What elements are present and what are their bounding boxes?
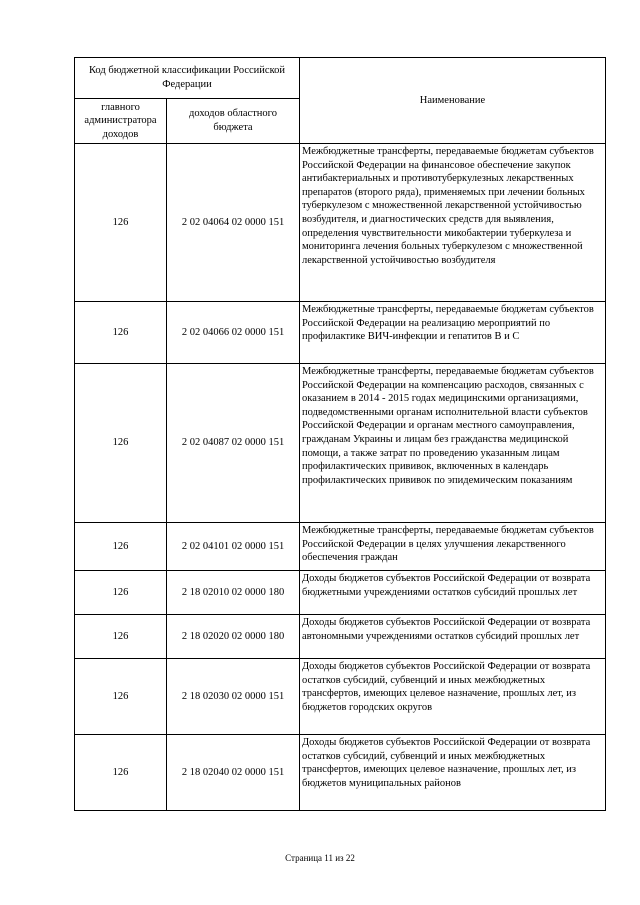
header-admin: главного администратора доходов bbox=[75, 99, 167, 144]
header-code: доходов областного бюджета bbox=[167, 99, 300, 144]
cell-admin: 126 bbox=[75, 659, 167, 735]
cell-name: Межбюджетные трансферты, передаваемые бюджетам субъектов Российской Федерации на компенсацию расходов, связанных с оказанием в 2014 - 2015 годах медицинскими организациями, подведомственными органам исполнительной власти субъектов Российской Федерации и органам местного самоуправления, гражданам Украины и лицам без гражданства медицинской помощи, а также затрат по проведению указанным лицам профилактических прививок, включенных в календарь профилактических прививок по эпидемическим показаниям bbox=[300, 364, 606, 523]
table-row bbox=[75, 735, 606, 811]
cell-code: 2 02 04066 02 0000 151 bbox=[167, 302, 300, 364]
cell-admin: 126 bbox=[75, 364, 167, 523]
cell-admin: 126 bbox=[75, 615, 167, 659]
cell-code: 2 02 04101 02 0000 151 bbox=[167, 523, 300, 571]
cell-code: 2 02 04087 02 0000 151 bbox=[167, 364, 300, 523]
cell-name: Межбюджетные трансферты, передаваемые бюджетам субъектов Российской Федерации в целях улучшения лекарственного обеспечения граждан bbox=[300, 523, 606, 571]
header-name: Наименование bbox=[300, 58, 606, 144]
table-row bbox=[75, 571, 606, 615]
cell-code: 2 02 04064 02 0000 151 bbox=[167, 144, 300, 302]
cell-name: Доходы бюджетов субъектов Российской Федерации от возврата остатков субсидий, субвенций и иных межбюджетных трансфертов, имеющих целевое назначение, прошлых лет, из бюджетов муниципальных районов bbox=[300, 735, 606, 811]
table-row bbox=[75, 659, 606, 735]
cell-name: Доходы бюджетов субъектов Российской Федерации от возврата автономными учреждениями остатков субсидий прошлых лет bbox=[300, 615, 606, 659]
table-row bbox=[75, 144, 606, 302]
table-row bbox=[75, 523, 606, 571]
cell-admin: 126 bbox=[75, 571, 167, 615]
cell-code: 2 18 02010 02 0000 180 bbox=[167, 571, 300, 615]
table-row bbox=[75, 302, 606, 364]
page-number: Страница 11 из 22 bbox=[285, 853, 355, 863]
cell-name: Межбюджетные трансферты, передаваемые бюджетам субъектов Российской Федерации на финансовое обеспечение закупок антибактериальных и противотуберкулезных лекарственных препаратов (второго ряда), применяемых при лечении больных туберкулезом с множественной лекарственной устойчивостью возбудителя, и диагностических средств для выявления, определения чувствительности микобактерии туберкулеза и мониторинга лечения больных туберкулезом с множественной лекарственной устойчивостью возбудителя bbox=[300, 144, 606, 302]
cell-name: Доходы бюджетов субъектов Российской Федерации от возврата остатков субсидий, субвенций и иных межбюджетных трансфертов, имеющих целевое назначение, прошлых лет, из бюджетов городских округов bbox=[300, 659, 606, 735]
cell-admin: 126 bbox=[75, 523, 167, 571]
cell-name: Межбюджетные трансферты, передаваемые бюджетам субъектов Российской Федерации на реализацию мероприятий по профилактике ВИЧ-инфекции и гепатитов B и C bbox=[300, 302, 606, 364]
cell-admin: 126 bbox=[75, 144, 167, 302]
cell-code: 2 18 02020 02 0000 180 bbox=[167, 615, 300, 659]
table-row bbox=[75, 364, 606, 523]
cell-name: Доходы бюджетов субъектов Российской Федерации от возврата бюджетными учреждениями остатков субсидий прошлых лет bbox=[300, 571, 606, 615]
cell-code: 2 18 02030 02 0000 151 bbox=[167, 659, 300, 735]
budget-classification-table bbox=[74, 57, 606, 811]
header-group: Код бюджетной классификации Российской Федерации bbox=[75, 58, 300, 99]
cell-code: 2 18 02040 02 0000 151 bbox=[167, 735, 300, 811]
cell-admin: 126 bbox=[75, 302, 167, 364]
cell-admin: 126 bbox=[75, 735, 167, 811]
table-row bbox=[75, 615, 606, 659]
